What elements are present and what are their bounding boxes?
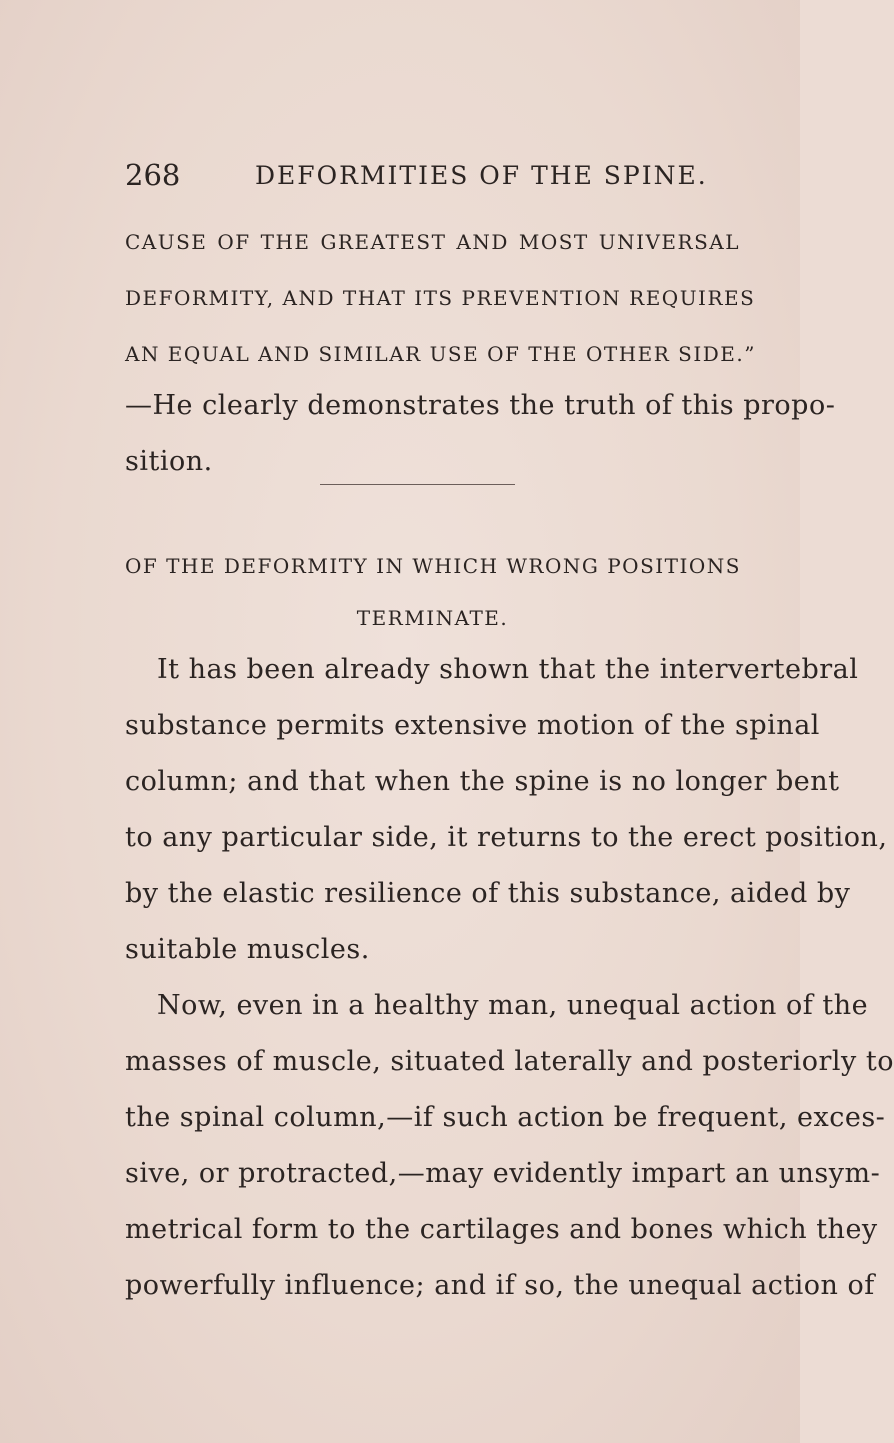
paragraph-2-line-3: the spinal column,—if such action be frequent, exces- bbox=[125, 1102, 886, 1133]
paragraph-1-line-6: suitable muscles. bbox=[125, 934, 370, 965]
paragraph-2-line-6: powerfully influence; and if so, the unequal action of bbox=[125, 1270, 875, 1301]
quote-line-4: —He clearly demonstrates the truth of this propo- bbox=[125, 390, 836, 421]
paragraph-1-line-5: by the elastic resilience of this substance, aided by bbox=[125, 878, 851, 909]
running-title: DEFORMITIES OF THE SPINE. bbox=[255, 161, 708, 190]
quote-line-5: sition. bbox=[125, 446, 213, 477]
section-heading-line-1: OF THE DEFORMITY IN WHICH WRONG POSITIONS bbox=[125, 554, 742, 578]
paragraph-2-line-4: sive, or protracted,—may evidently impart an unsym- bbox=[125, 1158, 881, 1189]
paragraph-2-line-2: masses of muscle, situated laterally and posteriorly to bbox=[125, 1046, 894, 1077]
page-header bbox=[125, 158, 745, 198]
paragraph-2-line-5: metrical form to the cartilages and bones which they bbox=[125, 1214, 878, 1245]
section-heading-line-2: TERMINATE. bbox=[356, 606, 509, 630]
paragraph-1-line-4: to any particular side, it returns to the erect position, bbox=[125, 822, 888, 853]
paragraph-1-line-2: substance permits extensive motion of the spinal bbox=[125, 710, 820, 741]
paragraph-1-line-1: It has been already shown that the intervertebral bbox=[157, 654, 859, 685]
quote-line-3: AN EQUAL AND SIMILAR USE OF THE OTHER SIDE.” bbox=[125, 342, 756, 366]
paragraph-2-line-1: Now, even in a healthy man, unequal action of the bbox=[157, 990, 869, 1021]
paragraph-1-line-3: column; and that when the spine is no longer bent bbox=[125, 766, 840, 797]
page-number: 268 bbox=[125, 158, 181, 192]
section-divider bbox=[320, 484, 515, 485]
quote-line-1: CAUSE OF THE GREATEST AND MOST UNIVERSAL bbox=[125, 230, 740, 254]
quote-line-2: DEFORMITY, AND THAT ITS PREVENTION REQUIRES bbox=[125, 286, 756, 310]
